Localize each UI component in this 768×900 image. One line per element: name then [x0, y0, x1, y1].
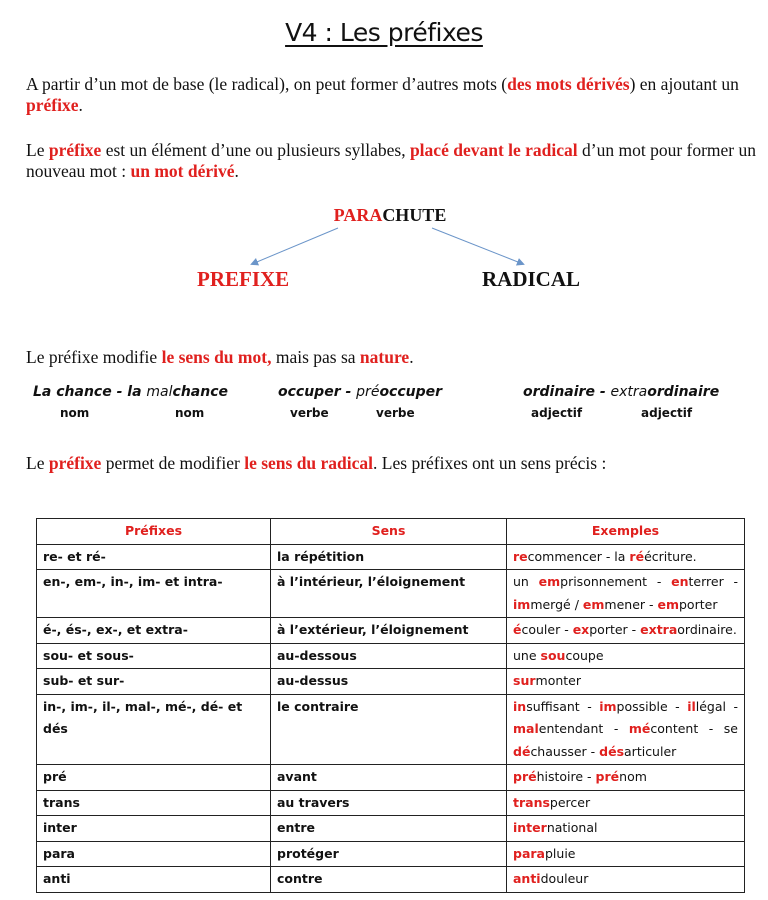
example-text-part: écriture. [644, 548, 697, 564]
sens-cell: au travers [271, 790, 507, 816]
example-text-part: content - se [650, 721, 738, 736]
definition-paragraph: Le préfixe est un élément d’une ou plusieurs syllabes, placé devant le radical d’un mot pour former un nouveau mot : un mot dérivé. [26, 140, 757, 181]
prefix-cell: pré [37, 765, 271, 791]
example-text-part: nom [619, 769, 647, 784]
example-prefix-part: il [687, 698, 696, 714]
example-prefix-part: dé [513, 743, 531, 759]
sens-cell: entre [271, 816, 507, 842]
example-text-part: commencer - la [527, 548, 630, 564]
example-words: La chance - la malchance [33, 384, 228, 400]
header-exemples: Exemples [507, 519, 745, 545]
table-row [37, 643, 745, 669]
example-text-part: pluie [544, 845, 576, 861]
example-text-part: ordinaire. [677, 622, 737, 637]
diagram-arrows [240, 222, 540, 272]
example-cell [507, 570, 745, 618]
example-prefix-part: mal [513, 721, 539, 736]
example-cell [507, 669, 745, 695]
example-prefix-part: anti [513, 871, 541, 886]
sens-cell: contre [271, 867, 507, 893]
table-row [37, 765, 745, 791]
prefix-table [36, 518, 745, 893]
example-text-part: prisonnement - [560, 574, 672, 589]
example-prefix-part: im [513, 596, 531, 612]
arrow-to-radical [432, 228, 523, 264]
sens-cell: le contraire [271, 694, 507, 765]
table-row [37, 867, 745, 893]
example-text-part: légal - [695, 698, 738, 714]
word-class: adjectif [641, 406, 693, 420]
example-text-part: porter - [589, 622, 641, 637]
example-text-part: porter [679, 596, 718, 612]
example-text-part: coupe [565, 647, 604, 663]
example-text-part: monter [535, 673, 581, 688]
header-sens: Sens [271, 519, 507, 545]
table-row [37, 618, 745, 644]
example-prefix-part: pré [513, 769, 537, 784]
example-text-part: un [513, 574, 539, 589]
example-prefix-part: sur [513, 673, 536, 688]
example-text-part: terrer - [688, 574, 738, 589]
example-prefix-part: pré [595, 769, 620, 784]
word-class: nom [60, 406, 90, 420]
table-row [37, 570, 745, 618]
example-cell [507, 841, 745, 867]
example-text-part: chausser - [530, 743, 600, 759]
radical-label: RADICAL [482, 267, 581, 291]
prefix-cell: anti [37, 867, 271, 893]
table-row [37, 790, 745, 816]
prefix-cell: in-, im-, il-, mal-, mé-, dé- et dés [37, 694, 271, 765]
arrow-to-prefix [252, 228, 338, 264]
sens-cell: protéger [271, 841, 507, 867]
prefix-cell: en-, em-, in-, im- et intra- [37, 570, 271, 618]
table-row [37, 544, 745, 570]
table-row [37, 841, 745, 867]
sens-cell: à l’intérieur, l’éloignement [271, 570, 507, 618]
intro-paragraph: A partir d’un mot de base (le radical), on peut former d’autres mots (des mots dérivés) en ajoutant un préfixe. [26, 74, 739, 115]
prefix-label: PREFIXE [197, 267, 290, 291]
prefix-cell: re- et ré- [37, 544, 271, 570]
example-prefix-part: trans [513, 794, 550, 810]
word-class: verbe [290, 406, 329, 420]
example-prefix-part: en [671, 574, 689, 589]
word-class: nom [175, 406, 205, 420]
sens-cell: à l’extérieur, l’éloignement [271, 618, 507, 644]
example-prefix-part: em [582, 596, 605, 612]
sens-cell: avant [271, 765, 507, 791]
example-cell [507, 694, 745, 765]
prefix-cell: trans [37, 790, 271, 816]
sens-cell: au-dessous [271, 643, 507, 669]
prefix-cell: inter [37, 816, 271, 842]
table-row [37, 694, 745, 765]
prefix-cell: sub- et sur- [37, 669, 271, 695]
example-text-part: possible - [616, 698, 688, 714]
example-cell [507, 618, 745, 644]
example-prefix-part: im [599, 698, 617, 714]
example-prefix-part: extra [640, 622, 678, 637]
example-text-part: couler - [521, 622, 573, 637]
example-prefix-part: dés [599, 743, 625, 759]
example-cell [507, 765, 745, 791]
prefix-cell: é-, és-, ex-, et extra- [37, 618, 271, 644]
example-cell [507, 643, 745, 669]
example-prefix-part: ré [629, 548, 645, 564]
example-prefix-part: re [513, 548, 528, 564]
example-cell [507, 816, 745, 842]
example-text-part: suffisant - [526, 698, 600, 714]
example-text-part: articuler [624, 743, 677, 759]
example-prefix-part: em [657, 596, 679, 612]
example-cell [507, 544, 745, 570]
example-prefix-part: mé [628, 721, 651, 736]
example-cell [507, 790, 745, 816]
example-text-part: une [513, 647, 541, 663]
meaning-paragraph: Le préfixe modifie le sens du mot, mais pas sa nature. [26, 347, 414, 367]
example-prefix-part: é [513, 622, 522, 637]
example-text-part: douleur [540, 871, 589, 886]
word-class: adjectif [531, 406, 583, 420]
example-prefix-part: em [538, 574, 561, 589]
table-row [37, 816, 745, 842]
prefix-cell: para [37, 841, 271, 867]
example-prefix-part: in [513, 698, 527, 714]
table-intro-paragraph: Le préfixe permet de modifier le sens du radical. Les préfixes ont un sens précis : [26, 453, 607, 473]
example-prefix-part: para [513, 845, 545, 861]
example-prefix-part: sou [540, 647, 566, 663]
sens-cell: au-dessus [271, 669, 507, 695]
table-row [37, 669, 745, 695]
example-prefix-part: ex [572, 622, 590, 637]
example-prefix-part: inter [513, 820, 547, 835]
prefix-cell: sou- et sous- [37, 643, 271, 669]
example-text-part: histoire - [536, 769, 596, 784]
example-words: ordinaire - extraordinaire [523, 384, 720, 400]
example-text-part: national [546, 820, 598, 835]
word-class: verbe [376, 406, 415, 420]
header-prefixes: Préfixes [37, 519, 271, 545]
diagram-word: PARACHUTE [333, 205, 447, 225]
table-header-row [37, 519, 745, 545]
example-words: occuper - préoccuper [278, 384, 443, 400]
example-text-part: mergé / [530, 596, 583, 612]
page-title: V4 : Les préfixes [285, 18, 483, 47]
example-text-part: entendant - [538, 721, 629, 736]
example-text-part: mener - [604, 596, 658, 612]
sens-cell: la répétition [271, 544, 507, 570]
example-cell [507, 867, 745, 893]
example-text-part: percer [549, 794, 591, 810]
